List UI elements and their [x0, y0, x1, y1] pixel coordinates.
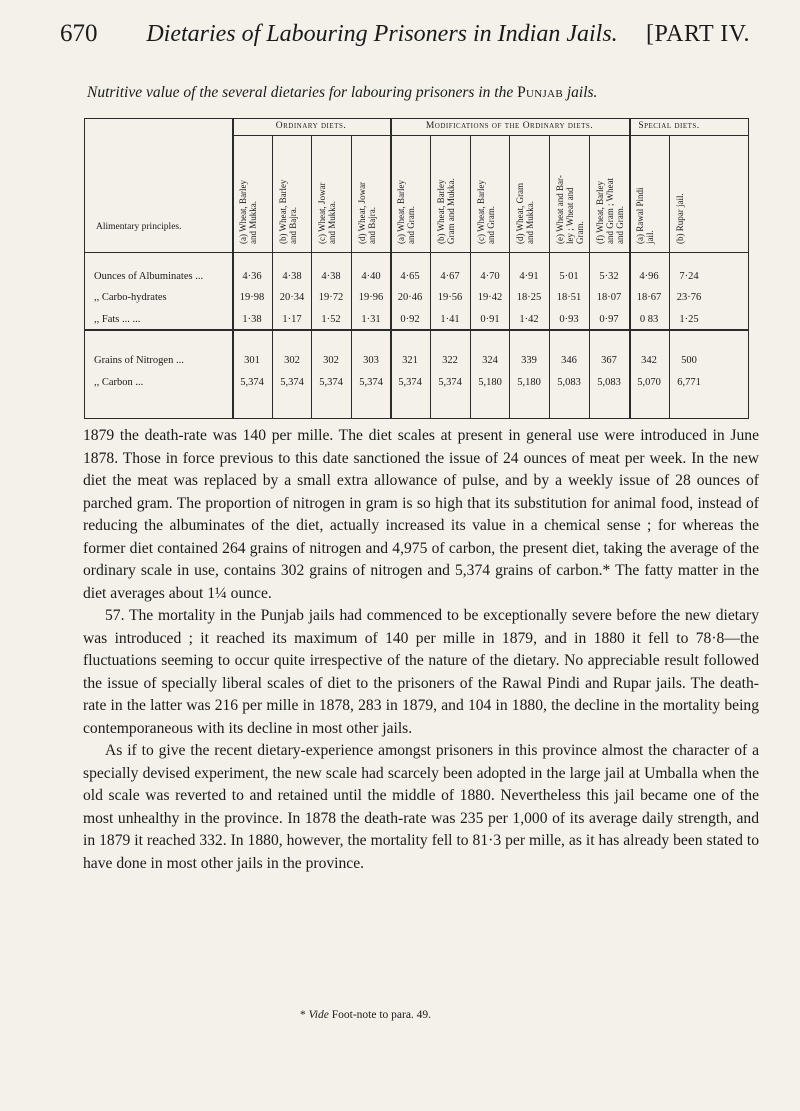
table-cell: 5,083	[557, 377, 581, 388]
footnote-vide: Vide	[308, 1009, 329, 1021]
column-rule	[232, 118, 234, 419]
table-caption	[87, 84, 747, 102]
column-header: (a) Wheat, Barley and Mukka.	[238, 179, 258, 244]
caption-province: Punjab	[517, 84, 563, 101]
table-cell: 4·70	[480, 271, 500, 282]
table-cell: 4·91	[519, 271, 539, 282]
running-title: Dietaries of Labouring Prisoners in Indian Jails.	[146, 21, 618, 47]
part-label: [PART IV.	[646, 21, 750, 47]
table-cell: 19·98	[239, 292, 265, 303]
page-number: 670	[60, 20, 98, 47]
row-label: ,, Carbon ...	[94, 377, 144, 388]
table-cell: 301	[244, 355, 260, 366]
table-cell: 303	[363, 355, 379, 366]
table-cell: 18·07	[596, 292, 622, 303]
table-cell: 5,374	[319, 377, 343, 388]
column-header: (f) Wheat, Barley and Gram ; Wheat and Gram.	[595, 177, 625, 244]
footnote-text: Foot-note to para. 49.	[331, 1009, 432, 1021]
table-cell: 0·93	[559, 314, 579, 325]
paragraph: 1879 the death-rate was 140 per mille. The diet scales at present in general use were introduced in June 1878. Those in force previous to this date sanctioned the issue of 24 ounces of meat per week. In the new diet the meat was replaced by a small extra allowance of pulse, and by a weekly issue of 28 ounces of parched gram. The proportion of nitrogen in gram is so high that its substitution for animal food, instead of reducing the albuminates of the diet, actually increased its value in a chemical sense ; for whereas the former diet contained 264 grains of nitrogen and 4,975 of carbon, the present diet, taking the average of the ordinary scale in use, contains 302 grains of nitrogen and 5,374 grains of carbon.* The fatty matter in the diet averages about 1¼ ounce.	[83, 427, 759, 602]
column-rule	[629, 118, 631, 419]
table-cell: 4·38	[282, 271, 302, 282]
table-rule	[748, 118, 749, 419]
footnote	[300, 1009, 431, 1021]
table-rule	[84, 118, 749, 119]
paragraph: As if to give the recent dietary-experience amongst prisoners in this province almost the character of a specially devised experiment, the new scale had scarcely been adopted in the large jail at Umballa when the old scale was reverted to and retained until the middle of 1880. Nevertheless this jail became one of the most unhealthy in the province. In 1878 the death-rate was 235 per 1,000 of its average daily strength, and in 1879 it reached 332. In 1880, however, the mortality fell to 81·3 per mille, as it has already been stated to have done in most other jails in the province.	[83, 742, 759, 872]
table-cell: 4·40	[361, 271, 381, 282]
corner-label: Alimentary principles.	[96, 222, 182, 232]
table-cell: 1·31	[361, 314, 381, 325]
row-label: Ounces of Albuminates ...	[94, 271, 204, 282]
table-rule	[84, 252, 749, 253]
body-text	[83, 425, 759, 875]
table-cell: 18·51	[556, 292, 582, 303]
table-cell: 18·67	[636, 292, 662, 303]
table-cell: 5,374	[359, 377, 383, 388]
table-cell: 5,374	[280, 377, 304, 388]
table-cell: 19·96	[358, 292, 384, 303]
table-cell: 5,083	[597, 377, 621, 388]
table-cell: 6,771	[677, 377, 701, 388]
row-label: ,, Carbo-hydrates	[94, 292, 167, 303]
table-cell: 5,374	[438, 377, 462, 388]
table-cell: 0·92	[400, 314, 420, 325]
column-header: (c) Wheat, Barley and Gram.	[476, 179, 496, 244]
row-label: ,, Fats ... ...	[94, 314, 141, 325]
column-group-header: Special diets.	[638, 121, 700, 131]
table-cell: 1·25	[679, 314, 699, 325]
table-cell: 4·65	[400, 271, 420, 282]
row-label: Grains of Nitrogen ...	[94, 355, 184, 366]
table-rule	[84, 118, 85, 419]
column-header: (a) Rawal Pindi jail.	[635, 187, 655, 244]
column-header: (d) Wheat, Gram and Mukka.	[515, 182, 535, 244]
column-header: (c) Wheat, Jowar and Mukka.	[317, 182, 337, 244]
table-cell: 302	[284, 355, 300, 366]
table-cell: 339	[521, 355, 537, 366]
column-rule	[390, 118, 392, 419]
table-cell: 1·42	[519, 314, 539, 325]
running-head	[60, 20, 750, 56]
table-cell: 0 83	[639, 314, 659, 325]
table-cell: 5,374	[398, 377, 422, 388]
table-cell: 500	[681, 355, 697, 366]
table-cell: 1·38	[242, 314, 262, 325]
column-group-header: Modifications of the Ordinary diets.	[425, 121, 594, 131]
table-cell: 321	[402, 355, 418, 366]
column-header: (b) Rupar jail.	[675, 193, 685, 244]
table-cell: 302	[323, 355, 339, 366]
table-cell: 18·25	[516, 292, 542, 303]
caption-text: Nutritive value of the several dietaries for labouring prisoners in the	[87, 84, 514, 101]
table-cell: 5·32	[599, 271, 619, 282]
table-cell: 0·91	[480, 314, 500, 325]
column-header: (b) Wheat, Barley Gram and Mukka.	[436, 178, 456, 244]
column-header: (b) Wheat, Barley and Bajra.	[278, 179, 298, 244]
table-cell: 4·67	[440, 271, 460, 282]
table-cell: 346	[561, 355, 577, 366]
table-rule	[232, 135, 749, 136]
table-cell: 324	[482, 355, 498, 366]
table-cell: 342	[641, 355, 657, 366]
table-cell: 322	[442, 355, 458, 366]
table-cell: 20·34	[279, 292, 305, 303]
table-cell: 19·72	[318, 292, 344, 303]
table-cell: 5,180	[478, 377, 502, 388]
table-cell: 19·56	[437, 292, 463, 303]
table-cell: 5,374	[240, 377, 264, 388]
caption-tail: jails.	[566, 84, 598, 101]
paragraph: 57. The mortality in the Punjab jails had commenced to be exceptionally severe before the new dietary was introduced ; it reached its maximum of 140 per mille in 1879, and in 1880 it fell to 78·8—the fluctuations seeming to occur quite irrespective of the nature of the dietary. No appreciable result followed the issue of specially liberal scales of diet to the prisoners of the Rawal Pindi and Rupar jails. The death-rate in the latter was 216 per mille in 1878, 283 in 1879, and 104 in 1880, the decline in the mortality being contemporaneous with its decline in most other jails.	[83, 607, 759, 737]
table-cell: 0·97	[599, 314, 619, 325]
table-cell: 5,180	[517, 377, 541, 388]
table-cell: 4·36	[242, 271, 262, 282]
column-header: (a) Wheat, Barley and Gram.	[396, 179, 416, 244]
footnote-marker: *	[300, 1009, 306, 1021]
table-cell: 1·17	[282, 314, 302, 325]
table-cell: 23·76	[676, 292, 702, 303]
table-rule	[84, 329, 749, 331]
table-cell: 7·24	[679, 271, 699, 282]
nutrition-table	[84, 118, 749, 419]
table-cell: 4·96	[639, 271, 659, 282]
column-header: (e) Wheat and Bar- ley ; Wheat and Gram.	[555, 175, 585, 244]
table-cell: 5·01	[559, 271, 579, 282]
column-header: (d) Wheat, Jowar and Bajra.	[357, 181, 377, 244]
table-cell: 367	[601, 355, 617, 366]
table-cell: 1·52	[321, 314, 341, 325]
table-cell: 20·46	[397, 292, 423, 303]
table-cell: 1·41	[440, 314, 460, 325]
table-cell: 19·42	[477, 292, 503, 303]
table-cell: 4·38	[321, 271, 341, 282]
column-group-header: Ordinary diets.	[275, 121, 347, 131]
table-rule	[84, 418, 749, 419]
table-cell: 5,070	[637, 377, 661, 388]
